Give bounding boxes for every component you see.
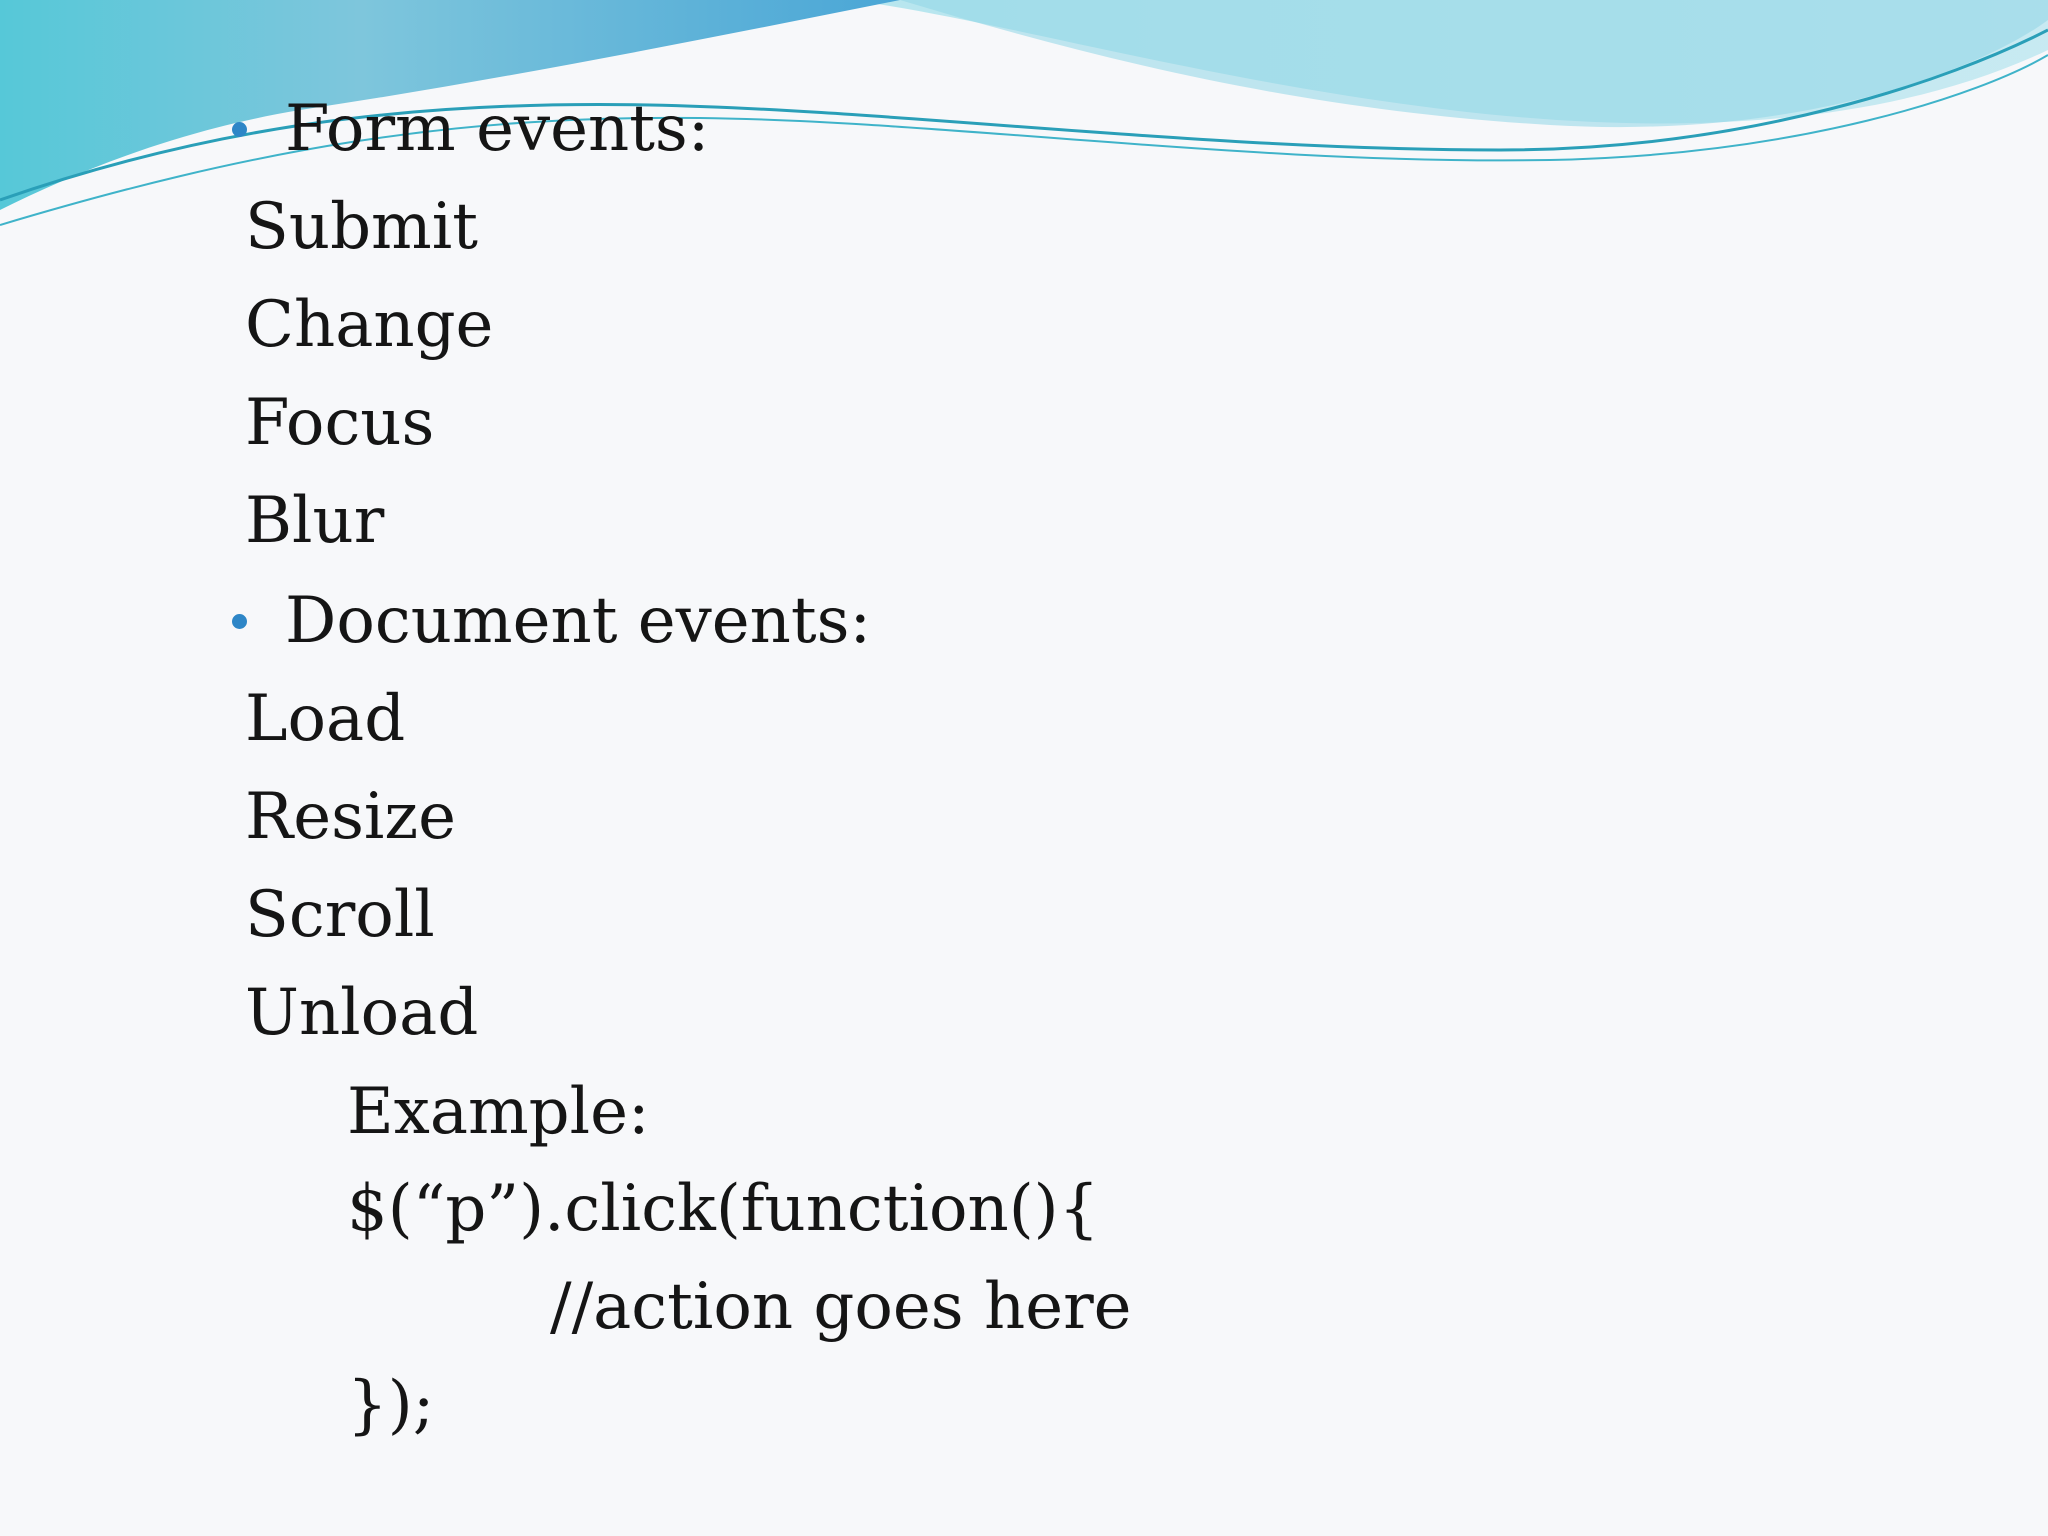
- section-heading-document-events: Document events:: [285, 584, 871, 658]
- list-item: Load: [245, 682, 406, 756]
- code-line: //action goes here: [550, 1270, 1132, 1344]
- code-line: });: [347, 1368, 435, 1442]
- code-line: $(“p”).click(function(){: [347, 1172, 1100, 1246]
- list-item: Submit: [245, 190, 478, 264]
- bullet-dot-form-events: [232, 122, 247, 137]
- bullet-dot-document-events: [232, 614, 247, 629]
- list-item: Focus: [245, 386, 435, 460]
- section-heading-form-events: Form events:: [285, 92, 710, 166]
- list-item: Change: [245, 288, 494, 362]
- list-item: Resize: [245, 780, 456, 854]
- example-label: Example:: [347, 1075, 650, 1149]
- list-item: Unload: [245, 976, 479, 1050]
- list-item: Scroll: [245, 878, 435, 952]
- list-item: Blur: [245, 484, 385, 558]
